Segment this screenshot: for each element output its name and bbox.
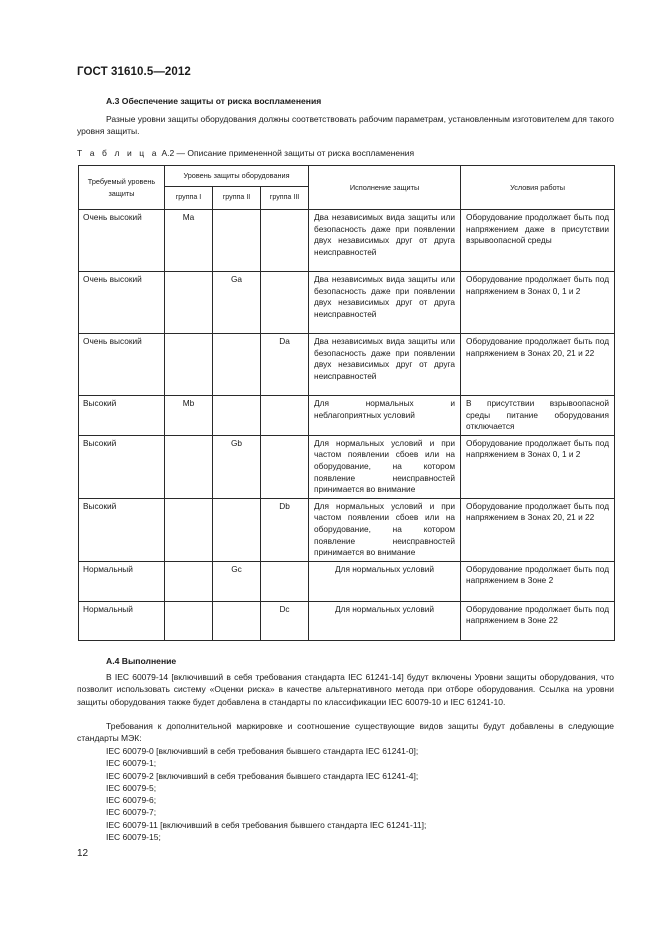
document-header: ГОСТ 31610.5—2012 xyxy=(77,66,191,78)
table-caption-prefix: Т а б л и ц а xyxy=(77,148,160,158)
group-3-cell xyxy=(261,396,309,436)
group-2-cell xyxy=(213,498,261,561)
table-row xyxy=(79,396,615,436)
conditions-cell: Оборудование продолжает быть под напряжением в Зонах 0, 1 и 2 xyxy=(466,437,610,460)
required-level-cell: Очень высокий xyxy=(79,334,165,396)
table-caption-text: А.2 — Описание примененной защиты от риска воспламенения xyxy=(161,148,415,158)
group-2-cell xyxy=(213,334,261,396)
group-1-cell xyxy=(165,272,213,334)
protection-cell: Два независимых вида защиты или безопасность даже при появлении двух независимых друг от друга неисправностей xyxy=(314,212,456,257)
list-item: IEC 60079-6; xyxy=(106,795,157,806)
protection-table xyxy=(78,165,615,641)
header-group-1: группа I xyxy=(165,187,213,210)
conditions-cell: Оборудование продолжает быть под напряжением даже в присутствии взрывоопасной среды xyxy=(466,212,610,246)
section-a4-paragraph-1-text: В IEC 60079-14 [включивший в себя требования стандарта IEC 61241-14] будут включены Уровни защиты оборудования, что позволит использовать систему «Оценки риска» в качестве альтернативного метода при отборе оборудования. Ссылка на уровни защиты оборудования также будет добавлена в стандарты по классификации IEC 60079-10 и IEC 61241-10. xyxy=(77,672,614,707)
list-item: IEC 60079-0 [включивший в себя требования бывшего стандарта IEC 61241-0]; xyxy=(106,746,419,756)
conditions-cell: Оборудование продолжает быть под напряжением в Зоне 22 xyxy=(466,603,610,626)
section-a4-title: А.4 Выполнение xyxy=(106,656,177,666)
group-2-cell: Ga xyxy=(213,272,261,334)
group-1-cell xyxy=(165,334,213,396)
group-3-cell xyxy=(261,435,309,498)
conditions-cell: В присутствии взрывоопасной среды питание оборудования отключается xyxy=(466,398,610,432)
group-2-cell xyxy=(213,601,261,640)
required-level-cell: Очень высокий xyxy=(79,210,165,272)
conditions-cell: Оборудование продолжает быть под напряжением в Зонах 20, 21 и 22 xyxy=(466,500,610,523)
list-item: IEC 60079-15; xyxy=(106,832,161,843)
section-a3-title: А.3 Обеспечение защиты от риска воспламенения xyxy=(106,96,322,106)
header-protection: Исполнение защиты xyxy=(309,166,461,210)
required-level-cell: Высокий xyxy=(79,435,165,498)
list-item: IEC 60079-5; xyxy=(106,782,157,793)
group-1-cell xyxy=(165,601,213,640)
protection-cell: Два независимых вида защиты или безопасность даже при появлении двух независимых друг от друга неисправностей xyxy=(314,274,456,319)
required-level-cell: Высокий xyxy=(79,498,165,561)
conditions-cell: Оборудование продолжает быть под напряжением в Зонах 20, 21 и 22 xyxy=(466,336,610,358)
protection-cell: Для нормальных и неблагоприятных условий xyxy=(314,398,456,420)
protection-cell: Для нормальных условий и при частом появлении сбоев или на оборудование, на котором появление неисправностей принимается во внимание xyxy=(314,500,456,558)
group-3-cell xyxy=(261,272,309,334)
table-row xyxy=(79,561,615,601)
group-1-cell xyxy=(165,498,213,561)
group-1-cell xyxy=(165,561,213,601)
required-level-cell: Очень высокий xyxy=(79,272,165,334)
conditions-cell: Оборудование продолжает быть под напряжением в Зоне 2 xyxy=(466,563,610,586)
table-row xyxy=(79,272,615,334)
table-row xyxy=(79,498,615,561)
protection-cell: Для нормальных условий xyxy=(335,563,435,574)
group-3-cell: Db xyxy=(261,498,309,561)
list-item: IEC 60079-11 [включивший в себя требования бывшего стандарта IEC 61241-11]; xyxy=(106,819,427,830)
protection-cell: Два независимых вида защиты или безопасность даже при появлении двух независимых друг от друга неисправностей xyxy=(314,336,456,381)
table-row xyxy=(79,210,615,272)
header-group-2: группа II xyxy=(213,187,261,210)
group-2-cell: Gc xyxy=(213,561,261,601)
section-a3-paragraph xyxy=(77,113,614,138)
page-number: 12 xyxy=(77,848,89,859)
protection-cell: Для нормальных условий xyxy=(335,603,435,614)
group-1-cell: Mb xyxy=(165,396,213,436)
list-item: IEC 60079-1; xyxy=(106,758,157,769)
section-a4-paragraph-2 xyxy=(77,720,614,745)
table-row xyxy=(79,435,615,498)
required-level-cell: Нормальный xyxy=(79,561,165,601)
conditions-cell: Оборудование продолжает быть под напряжением в Зонах 0, 1 и 2 xyxy=(466,274,610,296)
group-2-cell xyxy=(213,210,261,272)
group-2-cell: Gb xyxy=(213,435,261,498)
section-a4-paragraph-1 xyxy=(77,671,614,708)
required-level-cell: Нормальный xyxy=(79,601,165,640)
group-3-cell xyxy=(261,210,309,272)
table-row xyxy=(79,334,615,396)
required-level-cell: Высокий xyxy=(79,396,165,436)
group-1-cell: Ma xyxy=(165,210,213,272)
group-1-cell xyxy=(165,435,213,498)
header-required-level: Требуемый уровень защиты xyxy=(79,166,165,210)
list-item: IEC 60079-2 [включивший в себя требования бывшего стандарта IEC 61241-4]; xyxy=(106,770,419,781)
header-group-3: группа III xyxy=(261,187,309,210)
section-a4-paragraph-2-text: Требования к дополнительной маркировке и соотношение существующие видов защиты будут добавлены в следующие стандарты МЭК: xyxy=(77,721,614,744)
standards-list xyxy=(106,745,426,843)
protection-cell: Для нормальных условий и при частом появлении сбоев или на оборудование, на котором появление неисправностей принимается во внимание xyxy=(314,437,456,495)
table-caption xyxy=(77,148,414,158)
table-row xyxy=(79,601,615,640)
group-2-cell xyxy=(213,396,261,436)
section-a3-paragraph-text: Разные уровни защиты оборудования должны соответствовать рабочим параметрам, установленным изготовителем для такого уровня защиты. xyxy=(77,114,614,137)
list-item: IEC 60079-7; xyxy=(106,807,157,818)
group-3-cell: Da xyxy=(261,334,309,396)
header-conditions: Условия работы xyxy=(461,166,615,210)
group-3-cell xyxy=(261,561,309,601)
header-equipment-level: Уровень защиты оборудования xyxy=(165,166,309,187)
group-3-cell: Dc xyxy=(261,601,309,640)
